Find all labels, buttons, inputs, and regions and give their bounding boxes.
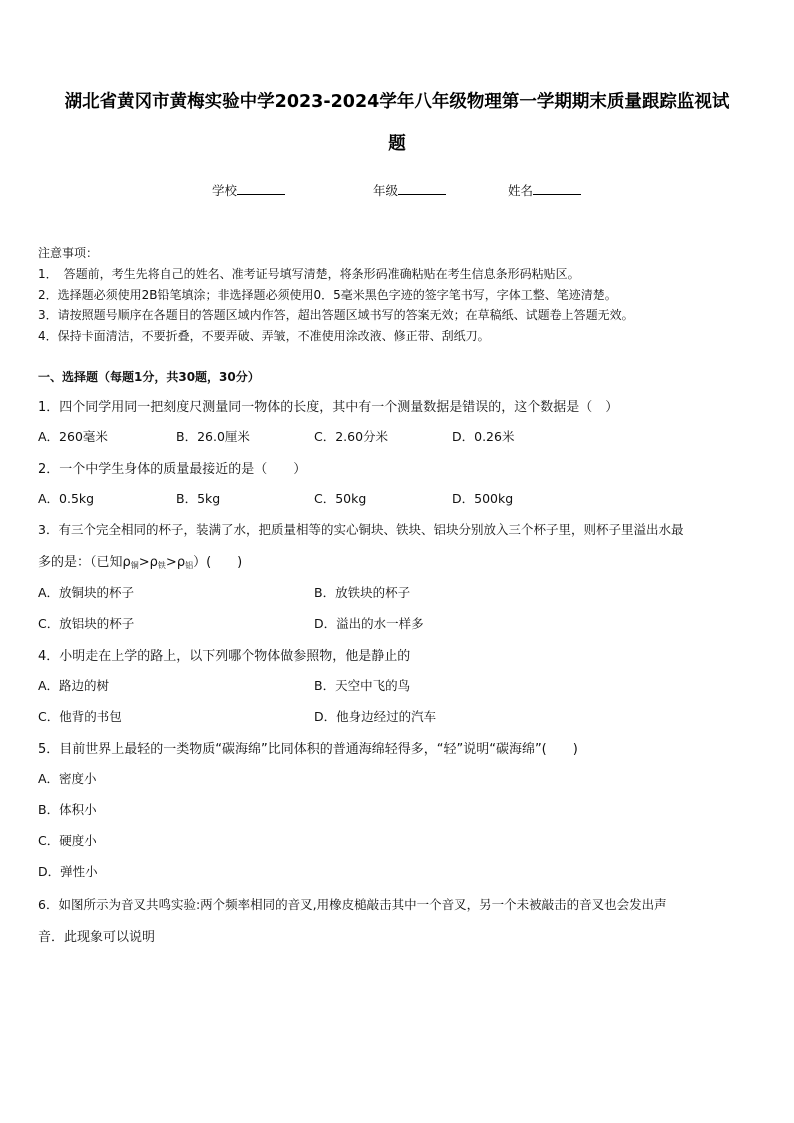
- density-subscript-aluminum: 铝: [185, 561, 194, 570]
- section-heading: 一、选择题（每题1分，共30题，30分）: [38, 370, 260, 384]
- question-4-option-a[interactable]: A．路边的树: [38, 678, 110, 693]
- question-2-option-c[interactable]: C．50kg: [314, 491, 367, 506]
- question-4-stem: 4．小明走在上学的路上，以下列哪个物体做参照物，他是静止的: [38, 649, 411, 664]
- name-label: 姓名: [508, 183, 534, 198]
- question-5-option-c[interactable]: C．硬度小: [38, 833, 97, 848]
- notice-heading: 注意事项：: [38, 246, 99, 260]
- question-5-option-d[interactable]: D．弹性小: [38, 864, 98, 879]
- question-5-stem: 5．目前世界上最轻的一类物质“碳海绵”比同体积的普通海绵轻得多，“轻”说明“碳海绵”( ): [38, 742, 578, 757]
- question-3-stem-line1: 3．有三个完全相同的杯子，装满了水，把质量相等的实心铜块、铁块、铝块分别放入三个杯子里，则杯子里溢出水最: [38, 522, 684, 537]
- question-3-option-b[interactable]: B．放铁块的杯子: [314, 585, 411, 600]
- question-3-text: 多的是：（已知ρ: [38, 555, 131, 570]
- grade-label: 年级: [373, 183, 399, 198]
- question-3-text: >ρ: [165, 555, 186, 570]
- question-1-option-b[interactable]: B．26.0厘米: [176, 429, 250, 444]
- exam-title-line2: 题: [388, 134, 406, 154]
- grade-blank[interactable]: [398, 182, 446, 195]
- grade-field[interactable]: [373, 181, 446, 199]
- question-3-option-a[interactable]: A．放铜块的杯子: [38, 585, 135, 600]
- question-3-text: ）( ): [193, 555, 243, 570]
- question-3-text: >ρ: [138, 555, 158, 570]
- question-1-option-a[interactable]: A．260毫米: [38, 429, 108, 444]
- question-5-option-b[interactable]: B．体积小: [38, 802, 97, 817]
- question-4-option-d[interactable]: D．他身边经过的汽车: [314, 709, 437, 724]
- question-5-option-a[interactable]: A．密度小: [38, 771, 97, 786]
- question-3-stem-line2: [38, 551, 242, 571]
- question-4-option-c[interactable]: C．他背的书包: [38, 709, 122, 724]
- question-2-option-d[interactable]: D．500kg: [452, 491, 514, 506]
- name-blank[interactable]: [533, 182, 581, 195]
- exam-title-line1: 湖北省黄冈市黄梅实验中学2023-2024学年八年级物理第一学期期末质量跟踪监视试: [64, 92, 730, 112]
- question-1-option-d[interactable]: D．0.26米: [452, 429, 515, 444]
- notice-item: 2．选择题必须使用2B铅笔填涂；非选择题必须使用0．5毫米黑色字迹的签字笔书写，字体工整、笔迹清楚。: [38, 287, 617, 302]
- question-4-option-b[interactable]: B．天空中飞的鸟: [314, 678, 411, 693]
- question-1-stem: 1．四个同学用同一把刻度尺测量同一物体的长度，其中有一个测量数据是错误的，这个数据是（ ）: [38, 400, 619, 415]
- question-1-option-c[interactable]: C．2.60分米: [314, 429, 389, 444]
- notice-item: 3．请按照题号顺序在各题目的答题区域内作答，超出答题区域书写的答案无效；在草稿纸、试题卷上答题无效。: [38, 308, 634, 322]
- name-field[interactable]: [508, 181, 581, 199]
- notice-item: 1． 答题前，考生先将自己的姓名、准考证号填写清楚，将条形码准确粘贴在考生信息条形码粘贴区。: [38, 267, 580, 281]
- density-subscript-iron: 铁: [157, 561, 166, 570]
- school-field[interactable]: [212, 181, 285, 199]
- question-2-option-b[interactable]: B．5kg: [176, 491, 221, 506]
- question-3-option-d[interactable]: D．溢出的水一样多: [314, 616, 424, 631]
- question-2-option-a[interactable]: A．0.5kg: [38, 491, 95, 506]
- notice-item: 4．保持卡面清洁，不要折叠，不要弄破、弄皱，不准使用涂改液、修正带、刮纸刀。: [38, 328, 490, 343]
- density-subscript-copper: 铜: [130, 561, 139, 570]
- school-label: 学校: [212, 183, 238, 198]
- question-2-stem: 2．一个中学生身体的质量最接近的是（ ）: [38, 462, 307, 477]
- question-3-option-c[interactable]: C．放铝块的杯子: [38, 616, 135, 631]
- question-6-stem-line2: 音．此现象可以说明: [38, 930, 156, 945]
- question-6-stem-line1: 6．如图所示为音叉共鸣实验:两个频率相同的音叉,用橡皮槌敲击其中一个音叉，另一个未被敲击的音叉也会发出声: [38, 897, 667, 912]
- notice-list: [38, 264, 634, 346]
- school-blank[interactable]: [237, 182, 285, 195]
